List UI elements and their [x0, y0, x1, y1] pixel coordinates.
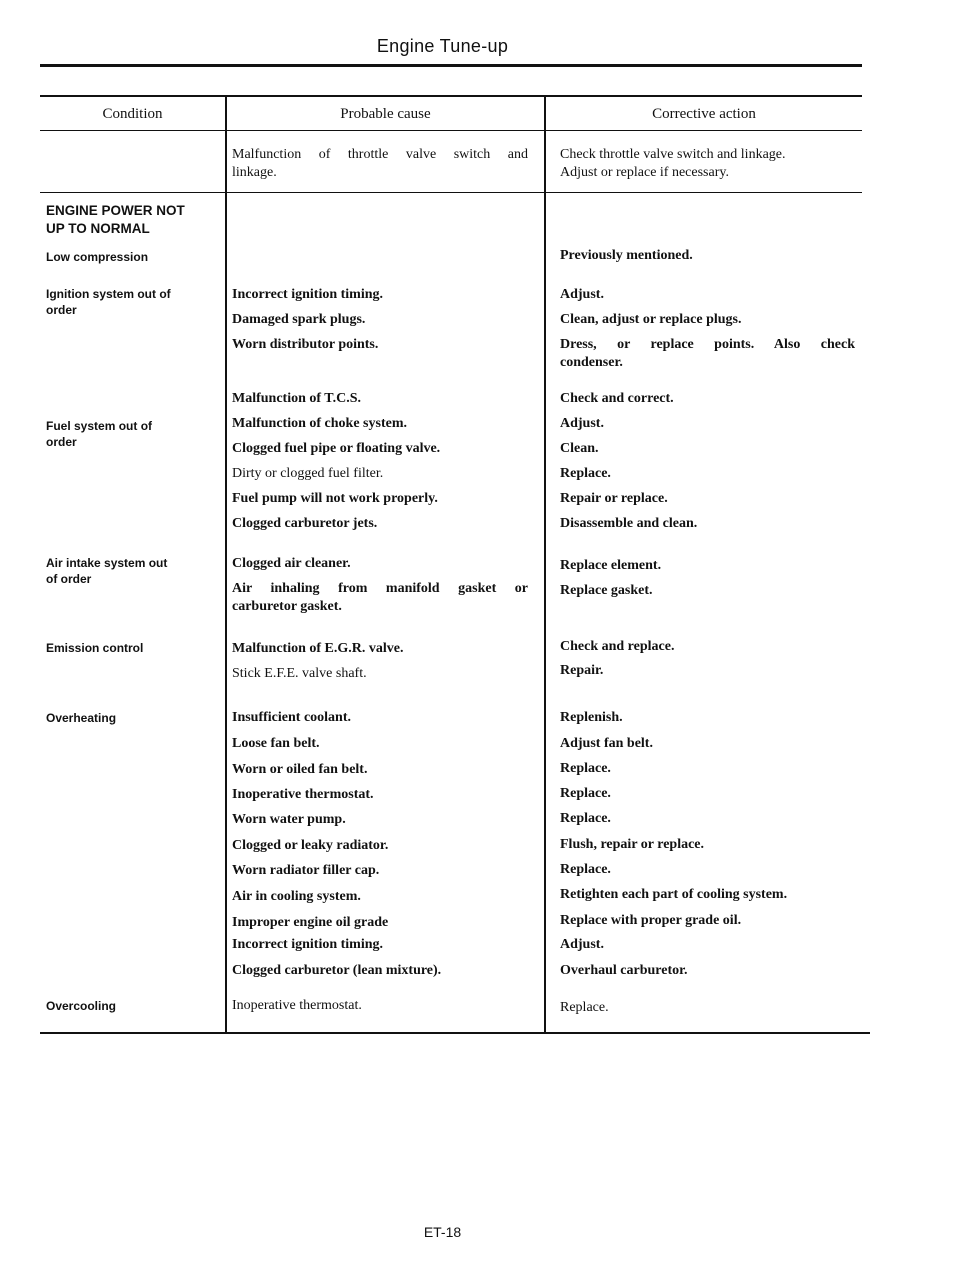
- condition-engine-power-line1: ENGINE POWER NOT: [46, 203, 185, 218]
- cause-air-inhaling-line1: Air inhaling from manifold gasket or: [232, 581, 528, 596]
- action-repair-replace: Repair or replace.: [560, 491, 668, 506]
- header-bottom-rule: [40, 130, 862, 131]
- cause-thermostat: Inoperative thermostat.: [232, 787, 374, 802]
- condition-air-intake-line2: of order: [46, 572, 92, 586]
- action-replace-5: Replace.: [560, 862, 611, 877]
- cause-throttle-line1: Malfunction of throttle valve switch and: [232, 147, 528, 162]
- cause-air-inhaling-line2: carburetor gasket.: [232, 599, 342, 614]
- header-probable-cause: Probable cause: [340, 106, 431, 122]
- top-rule: [40, 64, 862, 67]
- action-retighten: Retighten each part of cooling system.: [560, 887, 788, 902]
- cause-water-pump: Worn water pump.: [232, 812, 346, 827]
- page-number: ET-18: [423, 1224, 462, 1240]
- header-condition: Condition: [102, 106, 163, 122]
- action-replace-element: Replace element.: [560, 558, 662, 573]
- row-divider: [40, 192, 862, 193]
- condition-fuel-line1: Fuel system out of: [46, 419, 153, 433]
- condition-overcooling: Overcooling: [46, 999, 117, 1013]
- action-replace-4: Replace.: [560, 811, 611, 826]
- action-adjust-1: Adjust.: [560, 287, 604, 302]
- cause-throttle-line2: linkage.: [232, 165, 277, 180]
- cause-ignition-timing-2: Incorrect ignition timing.: [232, 937, 384, 952]
- action-replace-gasket: Replace gasket.: [560, 583, 653, 598]
- cause-air-cooling: Air in cooling system.: [232, 889, 361, 904]
- condition-low-compression: Low compression: [46, 250, 149, 264]
- condition-overheating: Overheating: [46, 711, 117, 725]
- table-top-rule: [40, 95, 862, 97]
- cause-efe: Stick E.F.E. valve shaft.: [232, 666, 367, 681]
- cause-carburetor-lean: Clogged carburetor (lean mixture).: [232, 963, 442, 978]
- table-bottom-rule: [40, 1032, 870, 1034]
- action-previously-mentioned: Previously mentioned.: [560, 248, 693, 263]
- cause-coolant: Insufficient coolant.: [232, 710, 351, 725]
- cause-choke: Malfunction of choke system.: [232, 416, 407, 431]
- action-adjust-3: Adjust.: [560, 937, 604, 952]
- action-repair: Repair.: [560, 663, 604, 678]
- cause-radiator: Clogged or leaky radiator.: [232, 838, 389, 853]
- column-divider-2: [544, 96, 546, 1033]
- cause-fuel-filter: Dirty or clogged fuel filter.: [232, 466, 384, 481]
- action-replenish: Replenish.: [560, 710, 623, 725]
- action-clean: Clean.: [560, 441, 599, 456]
- condition-ignition-line1: Ignition system out of: [46, 287, 171, 301]
- condition-ignition-line2: order: [46, 303, 77, 317]
- cause-spark-plugs: Damaged spark plugs.: [232, 312, 366, 327]
- cause-filler-cap: Worn radiator filler cap.: [232, 863, 380, 878]
- cause-tcs: Malfunction of T.C.S.: [232, 391, 361, 406]
- action-dress-points-line1: Dress, or replace points. Also check: [560, 337, 855, 352]
- action-replace-oil: Replace with proper grade oil.: [560, 913, 742, 928]
- action-throttle-line2: Adjust or replace if necessary.: [560, 165, 729, 180]
- cause-fuel-pipe: Clogged fuel pipe or floating valve.: [232, 441, 441, 456]
- condition-fuel-line2: order: [46, 435, 77, 449]
- cause-worn-belt: Worn or oiled fan belt.: [232, 762, 368, 777]
- cause-air-cleaner: Clogged air cleaner.: [232, 556, 351, 571]
- cause-loose-belt: Loose fan belt.: [232, 736, 320, 751]
- action-dress-points-line2: condenser.: [560, 355, 623, 370]
- action-check-correct: Check and correct.: [560, 391, 674, 406]
- action-check-replace: Check and replace.: [560, 639, 675, 654]
- action-adjust-belt: Adjust fan belt.: [560, 736, 653, 751]
- action-throttle-line1: Check throttle valve switch and linkage.: [560, 147, 786, 162]
- action-replace-3: Replace.: [560, 786, 611, 801]
- cause-egr: Malfunction of E.G.R. valve.: [232, 641, 404, 656]
- column-divider-1: [225, 96, 227, 1033]
- condition-air-intake-line1: Air intake system out: [46, 556, 168, 570]
- cause-distributor-points: Worn distributor points.: [232, 337, 379, 352]
- action-disassemble: Disassemble and clean.: [560, 516, 698, 531]
- action-replace-2: Replace.: [560, 761, 611, 776]
- action-replace-6: Replace.: [560, 1000, 609, 1015]
- action-overhaul: Overhaul carburetor.: [560, 963, 688, 978]
- cause-carb-jets: Clogged carburetor jets.: [232, 516, 378, 531]
- cause-oil-grade: Improper engine oil grade: [232, 915, 389, 930]
- condition-emission-control: Emission control: [46, 641, 144, 655]
- cause-ignition-timing: Incorrect ignition timing.: [232, 287, 384, 302]
- action-adjust-2: Adjust.: [560, 416, 604, 431]
- action-flush: Flush, repair or replace.: [560, 837, 705, 852]
- cause-thermostat-2: Inoperative thermostat.: [232, 998, 362, 1013]
- action-replace-1: Replace.: [560, 466, 611, 481]
- header-corrective-action: Corrective action: [652, 106, 756, 122]
- cause-fuel-pump: Fuel pump will not work properly.: [232, 491, 438, 506]
- condition-engine-power-line2: UP TO NORMAL: [46, 221, 150, 236]
- page-title: Engine Tune-up: [376, 36, 509, 56]
- action-clean-plugs: Clean, adjust or replace plugs.: [560, 312, 742, 327]
